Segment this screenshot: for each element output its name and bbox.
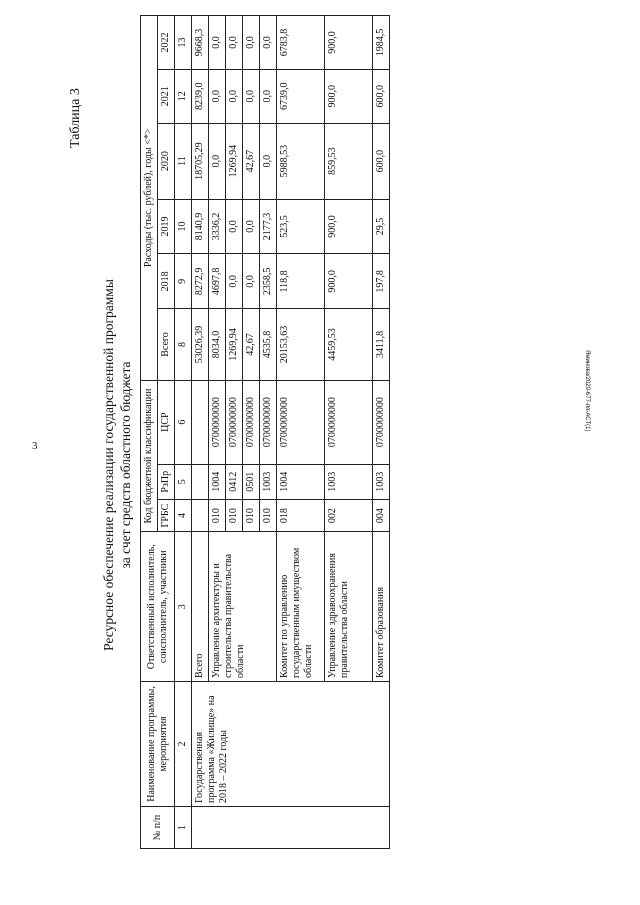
col-number: 3 xyxy=(175,532,192,682)
grbs-cell: 010 xyxy=(226,499,243,532)
grbs-cell: 010 xyxy=(243,499,260,532)
year-2019-cell: 0,0 xyxy=(243,199,260,254)
year-2019-cell: 2177,3 xyxy=(260,199,277,254)
total-cell: 53026,39 xyxy=(192,309,209,380)
header-row-1 xyxy=(141,16,158,849)
year-2019-cell: 3336,2 xyxy=(209,199,226,254)
grbs-cell: 010 xyxy=(209,499,226,532)
page-title xyxy=(100,175,134,755)
total-cell: 42,67 xyxy=(243,309,260,380)
header-2022: 2022 xyxy=(158,16,175,70)
year-2022-cell: 1984,5 xyxy=(373,16,390,70)
year-2020-cell: 0,0 xyxy=(209,123,226,199)
year-2021-cell: 0,0 xyxy=(209,69,226,123)
year-2019-cell: 29,5 xyxy=(373,199,390,254)
rzpr-cell xyxy=(192,464,209,499)
year-2018-cell: 4697,8 xyxy=(209,254,226,309)
header-name: Наименование программы, мероприятия xyxy=(141,681,175,806)
year-2018-cell: 2358,5 xyxy=(260,254,277,309)
grbs-cell: 004 xyxy=(373,499,390,532)
col-number: 4 xyxy=(175,499,192,532)
header-grbs: ГРБС xyxy=(158,499,175,532)
rzpr-cell: 1004 xyxy=(277,464,325,499)
rzpr-cell: 1003 xyxy=(260,464,277,499)
year-2020-cell: 600,0 xyxy=(373,123,390,199)
header-2019: 2019 xyxy=(158,199,175,254)
resource-table xyxy=(140,15,390,849)
col-number: 1 xyxy=(175,806,192,848)
year-2018-cell: 900,0 xyxy=(325,254,373,309)
col-number: 11 xyxy=(175,123,192,199)
header-2020: 2020 xyxy=(158,123,175,199)
header-2021: 2021 xyxy=(158,69,175,123)
col-number: 8 xyxy=(175,309,192,380)
total-cell: 4535,8 xyxy=(260,309,277,380)
year-2021-cell: 0,0 xyxy=(260,69,277,123)
responsible-cell: Управление архитектуры и строительства правительства области xyxy=(209,532,277,682)
responsible-cell: Всего xyxy=(192,532,209,682)
header-expenses: Расходы (тыс. рублей), годы <*> xyxy=(141,16,158,381)
rzpr-cell: 1004 xyxy=(209,464,226,499)
year-2019-cell: 900,0 xyxy=(325,199,373,254)
year-2020-cell: 42,67 xyxy=(243,123,260,199)
page-number: 3 xyxy=(32,440,38,452)
total-cell: 4459,53 xyxy=(325,309,373,380)
csr-cell: 0700000000 xyxy=(277,380,325,464)
year-2022-cell: 900,0 xyxy=(325,16,373,70)
year-2022-cell: 9668,3 xyxy=(192,16,209,70)
year-2018-cell: 0,0 xyxy=(243,254,260,309)
csr-cell: 0700000000 xyxy=(243,380,260,464)
year-2018-cell: 8272,9 xyxy=(192,254,209,309)
grbs-cell xyxy=(192,499,209,532)
year-2020-cell: 18705,29 xyxy=(192,123,209,199)
year-2022-cell: 0,0 xyxy=(226,16,243,70)
year-2020-cell: 1269,94 xyxy=(226,123,243,199)
total-cell: 1269,94 xyxy=(226,309,243,380)
column-number-row xyxy=(175,16,192,849)
year-2019-cell: 0,0 xyxy=(226,199,243,254)
col-number: 13 xyxy=(175,16,192,70)
csr-cell: 0700000000 xyxy=(325,380,373,464)
year-2020-cell: 5988,53 xyxy=(277,123,325,199)
program-name: Государственная программа «Жилище» на 2018 – 2022 годы xyxy=(192,681,390,806)
header-responsible: Ответственный исполнитель, соисполнитель, участники xyxy=(141,532,175,682)
year-2018-cell: 0,0 xyxy=(226,254,243,309)
responsible-cell: Управление здравоохранения правительства области xyxy=(325,532,373,682)
year-2019-cell: 523,5 xyxy=(277,199,325,254)
year-2021-cell: 6739,0 xyxy=(277,69,325,123)
year-2021-cell: 600,0 xyxy=(373,69,390,123)
total-cell: 3411,8 xyxy=(373,309,390,380)
col-number: 9 xyxy=(175,254,192,309)
year-2021-cell: 8239,0 xyxy=(192,69,209,123)
csr-cell: 0700000000 xyxy=(373,380,390,464)
header-budget-code: Код бюджетной классификации xyxy=(141,380,158,532)
year-2020-cell: 859,53 xyxy=(325,123,373,199)
year-2022-cell: 0,0 xyxy=(243,16,260,70)
year-2022-cell: 0,0 xyxy=(260,16,277,70)
total-cell: 8034,0 xyxy=(209,309,226,380)
responsible-cell: Комитет образования xyxy=(373,532,390,682)
header-total: Всего xyxy=(158,309,175,380)
col-number: 2 xyxy=(175,681,192,806)
year-2021-cell: 0,0 xyxy=(243,69,260,123)
responsible-cell: Комитет по управлению государственным имуществом области xyxy=(277,532,325,682)
header-2018: 2018 xyxy=(158,254,175,309)
col-number: 12 xyxy=(175,69,192,123)
col-number: 10 xyxy=(175,199,192,254)
table-label: Таблица 3 xyxy=(68,88,83,148)
rzpr-cell: 0412 xyxy=(226,464,243,499)
year-2018-cell: 118,8 xyxy=(277,254,325,309)
rzpr-cell: 0501 xyxy=(243,464,260,499)
grbs-cell: 002 xyxy=(325,499,373,532)
col-number: 5 xyxy=(175,464,192,499)
csr-cell: 0700000000 xyxy=(260,380,277,464)
footer-code: Яминова/2020-677-пп-АСТ(1) xyxy=(584,350,590,432)
title-line-1: Ресурсное обеспечение реализации государственной программы xyxy=(101,279,116,651)
year-2021-cell: 900,0 xyxy=(325,69,373,123)
year-2022-cell: 0,0 xyxy=(209,16,226,70)
year-2021-cell: 0,0 xyxy=(226,69,243,123)
rzpr-cell: 1003 xyxy=(325,464,373,499)
year-2018-cell: 197,8 xyxy=(373,254,390,309)
col-number: 6 xyxy=(175,380,192,464)
total-cell: 20153,63 xyxy=(277,309,325,380)
year-2019-cell: 8140,9 xyxy=(192,199,209,254)
rzpr-cell: 1003 xyxy=(373,464,390,499)
year-2022-cell: 6783,8 xyxy=(277,16,325,70)
header-num: № п/п xyxy=(141,806,175,848)
header-csr: ЦСР xyxy=(158,380,175,464)
row-number-cell xyxy=(192,806,390,848)
csr-cell: 0700000000 xyxy=(209,380,226,464)
grbs-cell: 018 xyxy=(277,499,325,532)
table-row xyxy=(192,16,209,849)
csr-cell xyxy=(192,380,209,464)
csr-cell: 0700000000 xyxy=(226,380,243,464)
header-rzpr: РзПр xyxy=(158,464,175,499)
grbs-cell: 010 xyxy=(260,499,277,532)
title-line-2: за счет средств областного бюджета xyxy=(118,361,133,569)
year-2020-cell: 0,0 xyxy=(260,123,277,199)
